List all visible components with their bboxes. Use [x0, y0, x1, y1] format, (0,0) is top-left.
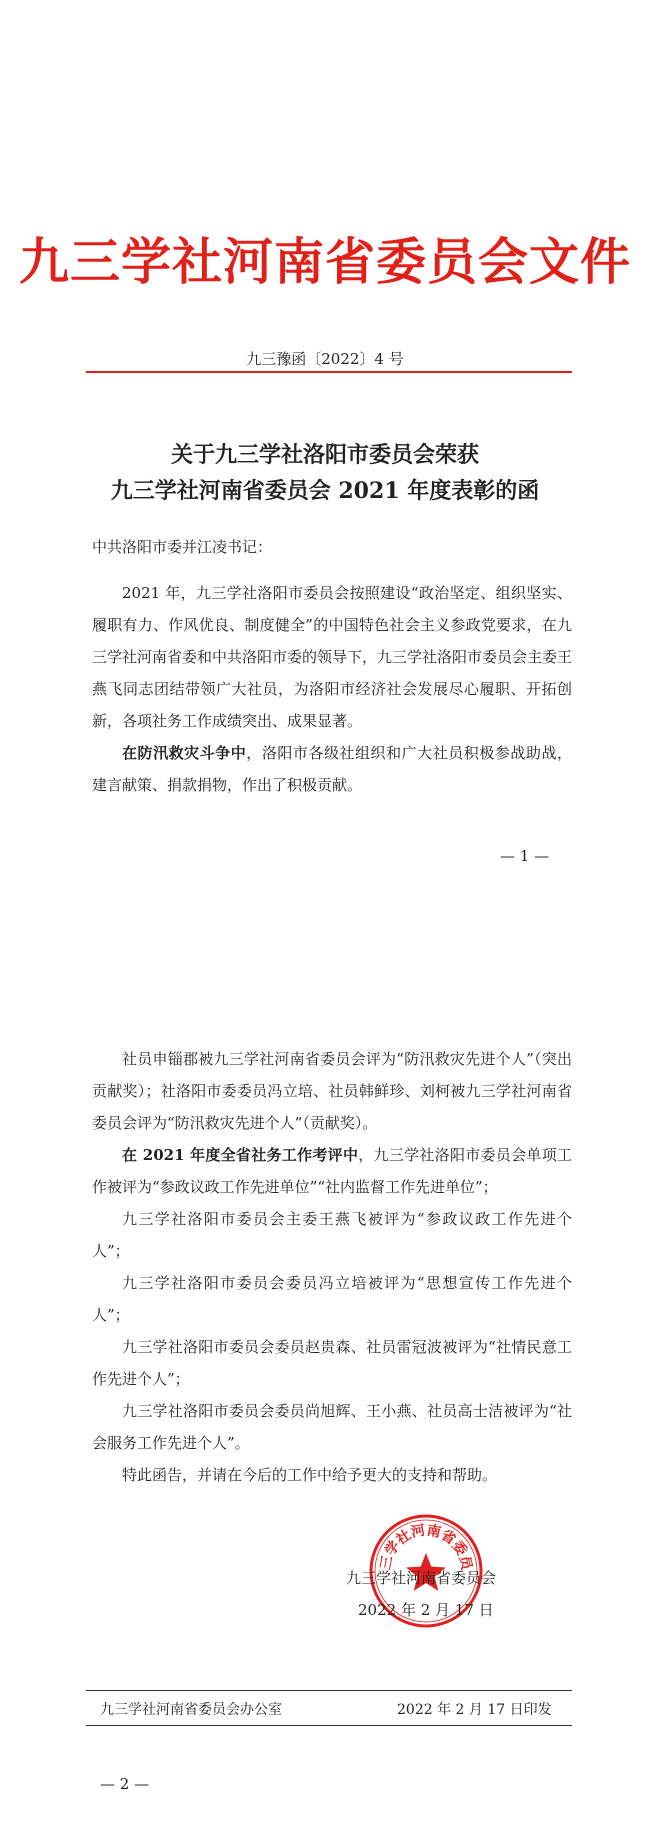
salutation: 中共洛阳市委并江凌书记：: [92, 538, 273, 556]
paragraph-4: [92, 1139, 572, 1203]
paragraph-2-bold: 在防汛救灾斗争中: [122, 744, 247, 762]
paragraph-7: 九三学社洛阳市委员会委员赵贵森、社员雷冠波被评为“社情民意工作先进个人”；: [92, 1338, 572, 1388]
footer-issuer: 九三学社河南省委员会办公室: [100, 1702, 282, 1718]
seal-text: 三学社河南省委员: [377, 1522, 475, 1572]
document-number: 九三豫函〔2022〕4 号: [246, 350, 404, 368]
signature-organization: 九三学社河南省委员会: [346, 1569, 497, 1587]
footer-top-rule: [86, 1690, 572, 1691]
header-divider: [86, 371, 572, 373]
document-title-line-1: 关于九三学社洛阳市委员会荣获: [170, 442, 479, 468]
footer-bottom-rule: [86, 1725, 572, 1726]
paragraph-9: 特此函告，并请在今后的工作中给予更大的支持和帮助。: [122, 1466, 498, 1484]
paragraph-4-bold: 在 2021 年度全省社务工作考评中: [122, 1146, 359, 1164]
paragraph-2: [92, 737, 572, 801]
body-page-two: [92, 1043, 572, 1491]
paragraph-6: 九三学社洛阳市委员会委员冯立培被评为“思想宣传工作先进个人”；: [92, 1274, 572, 1324]
paragraph-4-text: ，九三学社洛阳市委员会单项工作被评为“参政议政工作先进单位”“社内监督工作先进单位”；: [92, 1146, 572, 1196]
document-header: 九三学社河南省委员会文件: [19, 232, 631, 291]
footer-issue-date: 2022 年 2 月 17 日印发: [397, 1702, 552, 1718]
body-page-one: [92, 577, 572, 801]
paragraph-5: 九三学社洛阳市委员会主委王燕飞被评为“参政议政工作先进个人”；: [92, 1210, 572, 1260]
paragraph-3: 社员申锱郡被九三学社河南省委员会评为“防汛救灾先进个人”（突出贡献奖）；社洛阳市委委员冯立培、社员韩鲜珍、刘柯被九三学社河南省委员会评为“防汛救灾先进个人”（贡献奖）。: [92, 1050, 572, 1132]
document-title-line-2: 九三学社河南省委员会 2021 年度表彰的函: [110, 478, 540, 504]
paragraph-2-text: ，洛阳市各级社组织和广大社员积极参战助战，建言献策、捐款捐物，作出了积极贡献。: [92, 744, 572, 794]
page-number-2: — 2 —: [100, 1775, 150, 1793]
paragraph-8: 九三学社洛阳市委员会委员尚旭辉、王小燕、社员高士洁被评为“社会服务工作先进个人”。: [92, 1402, 572, 1452]
signature-date: 2022 年 2 月 17 日: [358, 1601, 494, 1619]
paragraph-1: 2021 年，九三学社洛阳市委员会按照建设“政治坚定、组织坚实、履职有力、作风优良、制度健全”的中国特色社会主义参政党要求，在九三学社河南省委和中共洛阳市委的领导下，九三学社洛阳市委员会主委王燕飞同志团结带领广大社员，为洛阳市经济社会发展尽心履职、开拓创新，各项社务工作成绩突出、成果显著。: [92, 584, 573, 730]
page-number-1: — 1 —: [500, 847, 550, 865]
page-one: [0, 0, 650, 900]
